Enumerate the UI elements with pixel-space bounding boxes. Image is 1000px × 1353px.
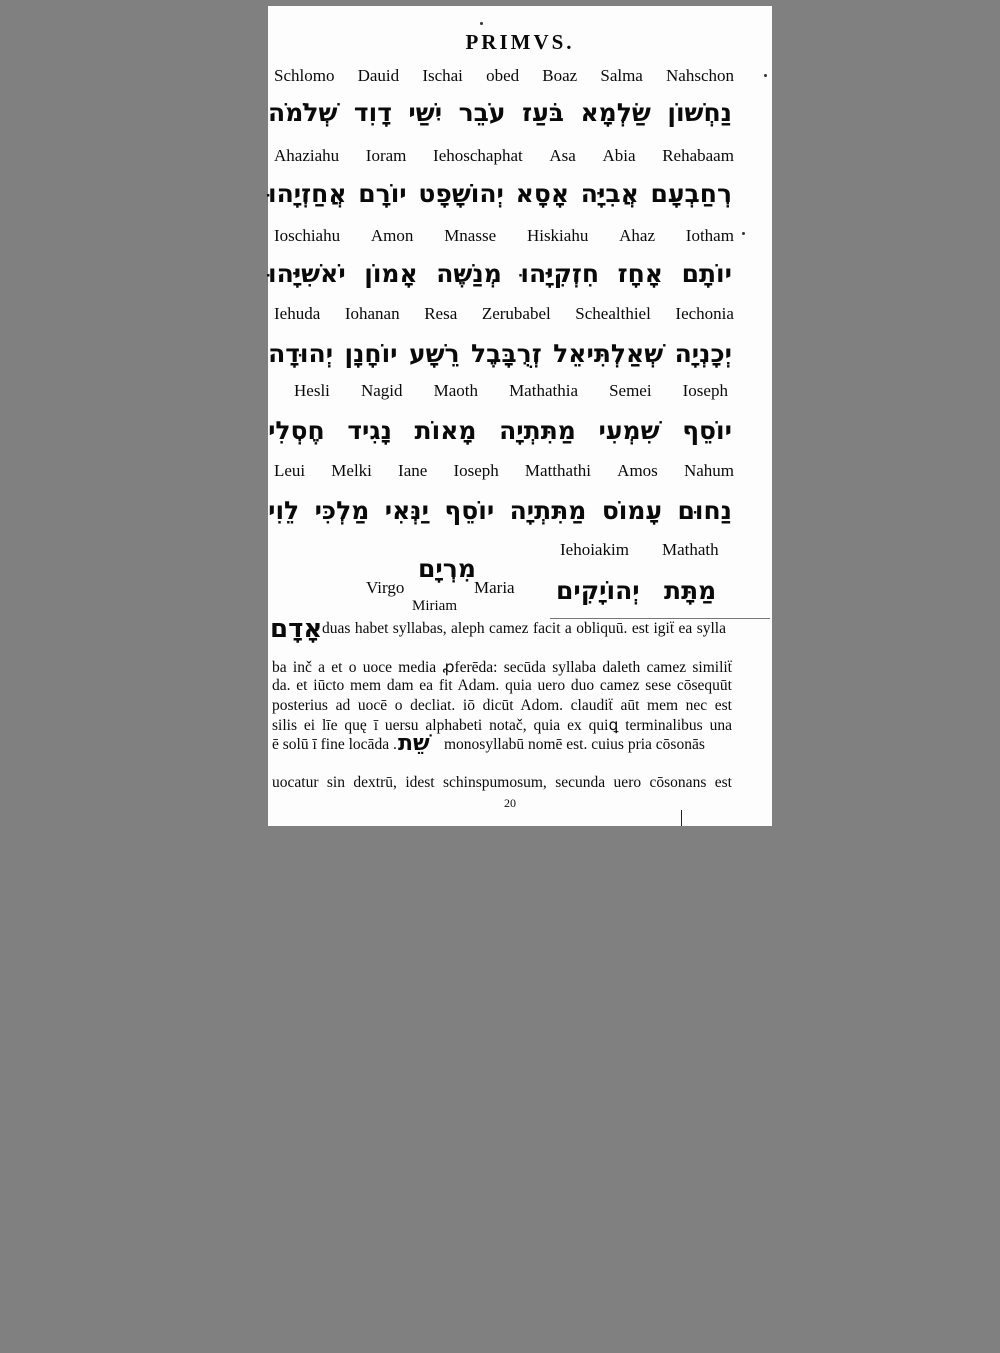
latin-name-mathath: Mathath: [662, 540, 719, 559]
latin-name: Ioseph: [682, 381, 728, 400]
hebrew-name: שִׁמְעִי: [598, 416, 660, 445]
text-line-6a: ē solū ī fine locāda .: [272, 736, 397, 753]
latin-name: Mathathia: [509, 381, 578, 400]
divider-rule: [550, 618, 770, 619]
text-line-7: uocatur sin dextrū, idest schinspumosum, secunda uero cōsonans est: [272, 774, 732, 791]
hebrew-name: שְׁאַלְתִּיאֵל: [553, 339, 664, 368]
hebrew-name: יַנְּאִי: [384, 496, 429, 525]
genealogy-hebrew-row-3: [268, 259, 732, 288]
latin-name: Boaz: [542, 66, 578, 85]
latin-virgo: Virgo: [366, 578, 405, 597]
latin-name: Zerubabel: [481, 304, 551, 323]
text-line-5: silis ei līe quę ī uersu alphabeti notač, quia ex quiꝗ terminalibus una: [272, 717, 732, 734]
latin-miriam: Miriam: [412, 598, 457, 614]
latin-name: Hesli: [294, 381, 330, 400]
hebrew-name: יוֹסֵף: [444, 496, 495, 525]
latin-name: Schealthiel: [575, 304, 651, 323]
hebrew-name: חִזְקִיָּהוּ: [520, 259, 600, 288]
latin-name: Asa: [549, 146, 576, 165]
latin-name-iehoiakim: Iehoiakim: [560, 540, 629, 559]
latin-name: Leui: [274, 461, 306, 480]
latin-name: Ahaz: [619, 226, 655, 245]
hebrew-name: נַחוּם: [677, 496, 732, 525]
hebrew-name: עֹבֵר: [458, 98, 506, 127]
hebrew-name: מַלְכִּי: [314, 496, 370, 525]
hebrew-miriam: מִרְיָם: [418, 554, 476, 583]
hebrew-name: אֲחַזְיָהוּ: [268, 179, 347, 208]
genealogy-hebrew-row-5: [268, 416, 732, 445]
hebrew-name: דָוִד: [353, 98, 392, 127]
genealogy-latin-row-3: [274, 226, 734, 246]
latin-name: Ioseph: [453, 461, 499, 480]
book-page: [268, 6, 772, 826]
hebrew-name: נַחְשׁוֹן: [667, 98, 732, 127]
hebrew-name: יוֹחָנָן: [344, 339, 398, 368]
genealogy-hebrew-row-2: [268, 179, 732, 208]
hebrew-name: יוֹסֵף: [682, 416, 732, 445]
latin-name: Schlomo: [274, 66, 335, 85]
latin-name: Iohanan: [344, 304, 400, 323]
hebrew-name: שַׂלְמָא: [580, 98, 651, 127]
hebrew-name: יֹאשִׁיָּהוּ: [268, 259, 346, 288]
latin-name: Abia: [602, 146, 636, 165]
margin-mark: [681, 810, 682, 826]
hebrew-name: רֵשָׁע: [408, 339, 460, 368]
genealogy-latin-row-1: [274, 66, 734, 86]
hebrew-name: יִשַׁי: [408, 98, 443, 127]
text-line-6b: monosyllabū nomē est. cuius pria cōsonās: [444, 736, 705, 753]
text-line-4: posterius ad uocē o decliat. iō dicūt Adom. claudiẗ aūt mem nec est: [272, 697, 732, 714]
latin-name: Ahaziahu: [274, 146, 340, 165]
hebrew-name: יְכָנְיָה: [674, 339, 732, 368]
ink-speck: [764, 74, 767, 77]
hebrew-name: רְחַבְעָם: [650, 179, 732, 208]
latin-name: Semei: [609, 381, 652, 400]
hebrew-name: שְׁלֹמֹה: [268, 98, 338, 127]
latin-name: obed: [486, 66, 520, 85]
hebrew-name: אָחָז: [617, 259, 664, 288]
latin-name: Nahschon: [666, 66, 734, 85]
genealogy-latin-row-5: [294, 381, 728, 401]
hebrew-name: מָאוֹת: [414, 416, 477, 445]
latin-name: Iehoschaphat: [433, 146, 523, 165]
ink-speck: [742, 232, 745, 235]
text-line-3: da. et iūcto mem dam ea fit Adam. quia uero duo camez sese cōsequūt: [272, 677, 732, 694]
hebrew-name: יְהוֹשָׁפָט: [418, 179, 504, 208]
hebrew-name: אֲבִיָּה: [580, 179, 639, 208]
latin-name: Maoth: [433, 381, 478, 400]
latin-name: Salma: [600, 66, 643, 85]
latin-name: Matthathi: [524, 461, 592, 480]
latin-name: Amos: [617, 461, 658, 480]
latin-name: Mnasse: [444, 226, 497, 245]
hebrew-name: זְרֻבָּבֶל: [471, 339, 542, 368]
hebrew-name: מַתִּתְיָה: [509, 496, 587, 525]
hebrew-name: יוֹתָם: [681, 259, 732, 288]
latin-name: Nahum: [683, 461, 734, 480]
hebrew-name: מַתִּתְיָה: [499, 416, 576, 445]
hebrew-adam: אָדָם: [270, 614, 323, 644]
latin-name: Iechonia: [675, 304, 734, 323]
hebrew-name: לֵוִי: [268, 496, 300, 525]
hebrew-name: חֶסְלִי: [268, 416, 325, 445]
latin-name: Amon: [370, 226, 414, 245]
hebrew-name-iehoiakim: יְהוֹיָקִים: [556, 576, 640, 605]
latin-name: Dauid: [357, 66, 400, 85]
hebrew-name: עָמוֹס: [601, 496, 663, 525]
latin-name: Iotham: [685, 226, 734, 245]
hebrew-name: מְנַשֶּׁה: [436, 259, 502, 288]
genealogy-latin-row-2: [274, 146, 734, 166]
genealogy-hebrew-row-6: [268, 496, 732, 525]
genealogy-latin-row-6: [274, 461, 734, 481]
text-line-2: ba inč a et o uoce media ꝓferēda: secūda syllaba daleth camez similiẗ: [272, 659, 732, 676]
hebrew-name: אָמוֹן: [364, 259, 418, 288]
hebrew-name-mathath: מַתָּת: [664, 576, 717, 605]
page-number: 20: [504, 796, 516, 810]
latin-name: Ioschiahu: [274, 226, 341, 245]
hebrew-name: יוֹרָם: [358, 179, 407, 208]
hebrew-name: בֹּעַז: [522, 98, 564, 127]
latin-name: Melki: [331, 461, 372, 480]
genealogy-latin-row-4: [274, 304, 734, 324]
hebrew-name: נָגִיד: [347, 416, 392, 445]
genealogy-hebrew-row-1: [268, 98, 732, 127]
hebrew-shin: שֵׁת: [398, 731, 430, 756]
ink-speck: [480, 22, 483, 25]
latin-name: Resa: [424, 304, 458, 323]
hebrew-name: יְהוּדָה: [268, 339, 334, 368]
hebrew-name: אָסָא: [515, 179, 570, 208]
latin-name: Rehabaam: [662, 146, 734, 165]
latin-name: Ischai: [422, 66, 463, 85]
latin-name: Iehuda: [274, 304, 321, 323]
latin-name: Nagid: [360, 381, 403, 400]
latin-name: Hiskiahu: [526, 226, 589, 245]
latin-maria: Maria: [474, 578, 515, 597]
genealogy-hebrew-row-4: [268, 339, 732, 368]
text-line-1: duas habet syllabas, aleph camez facit a obliquū. est igiẗ ea sylla: [322, 620, 726, 637]
latin-name: Iane: [398, 461, 428, 480]
latin-name: Ioram: [365, 146, 407, 165]
page-header: PRIMVS.: [465, 30, 575, 54]
